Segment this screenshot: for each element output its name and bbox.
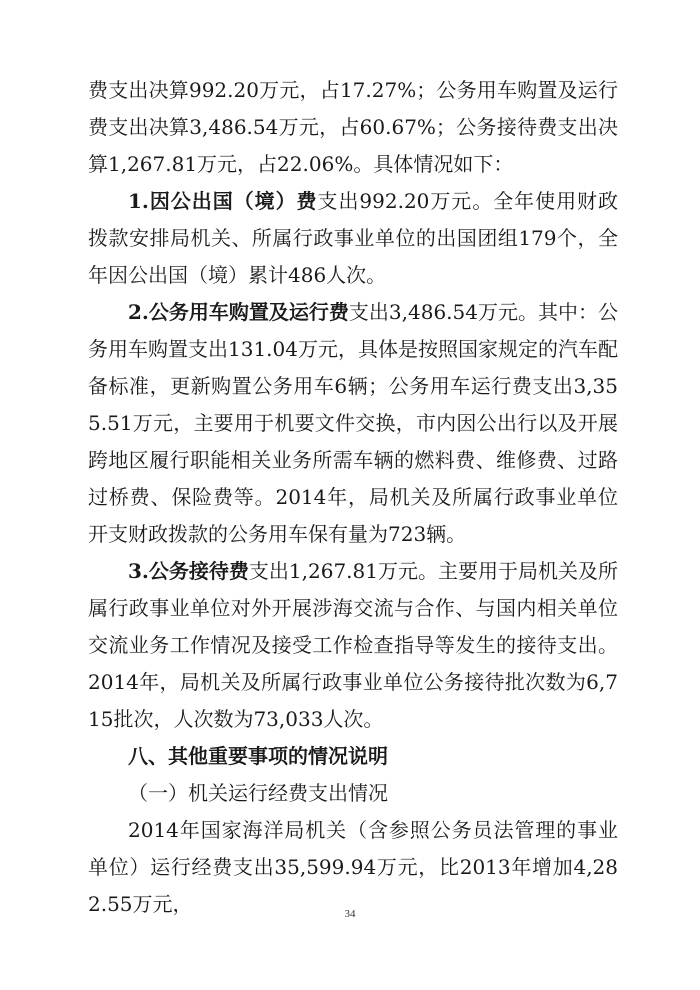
- paragraph-reception: [88, 553, 618, 738]
- paragraph-vehicles: [88, 294, 618, 553]
- paragraph-vehicles-text: 支出3,486.54万元。其中：公务用车购置支出131.04万元，具体是按照国家规定的汽车配备标准，更新购置公务用车6辆；公务用车运行费支出3,355.51万元，主要用于机要文件交换，市内因公出行以及开展跨地区履行职能相关业务所需车辆的燃料费、维修费、过路过桥费、保险费等。2014年，局机关及所属行政事业单位开支财政拨款的公务用车保有量为723辆。: [88, 300, 618, 546]
- paragraph-overseas-travel-lead: 1.因公出国（境）费: [128, 189, 318, 213]
- document-body: [88, 72, 618, 923]
- paragraph-summary-text: 费支出决算992.20万元，占17.27%；公务用车购置及运行费支出决算3,486.54万元，占60.67%；公务接待费支出决算1,267.81万元，占22.06%。具体情况如下：: [88, 78, 618, 176]
- paragraph-operating-expenses: 2014年国家海洋局机关（含参照公务员法管理的事业单位）运行经费支出35,599.94万元，比2013年增加4,282.55万元，: [88, 818, 618, 916]
- paragraph-reception-lead: 3.公务接待费: [128, 559, 249, 583]
- paragraph-overseas-travel: [88, 183, 618, 294]
- paragraph-reception-text: 支出1,267.81万元。主要用于局机关及所属行政事业单位对外开展涉海交流与合作、与国内相关单位交流业务工作情况及接受工作检查指导等发生的接待支出。2014年，局机关及所属行政事业单位公务接待批次数为6,715批次，人次数为73,033人次。: [88, 559, 619, 731]
- paragraph-summary: [88, 72, 618, 183]
- subsection-heading: （一）机关运行经费支出情况: [128, 781, 388, 805]
- paragraph-vehicles-lead: 2.公务用车购置及运行费: [128, 300, 349, 324]
- page-number: 34: [344, 908, 356, 920]
- section-heading: 八、其他重要事项的情况说明: [128, 744, 388, 768]
- paragraph-overseas-travel-text: 支出992.20万元。全年使用财政拨款安排局机关、所属行政事业单位的出国团组179个，全年因公出国（境）累计486人次。: [88, 189, 618, 287]
